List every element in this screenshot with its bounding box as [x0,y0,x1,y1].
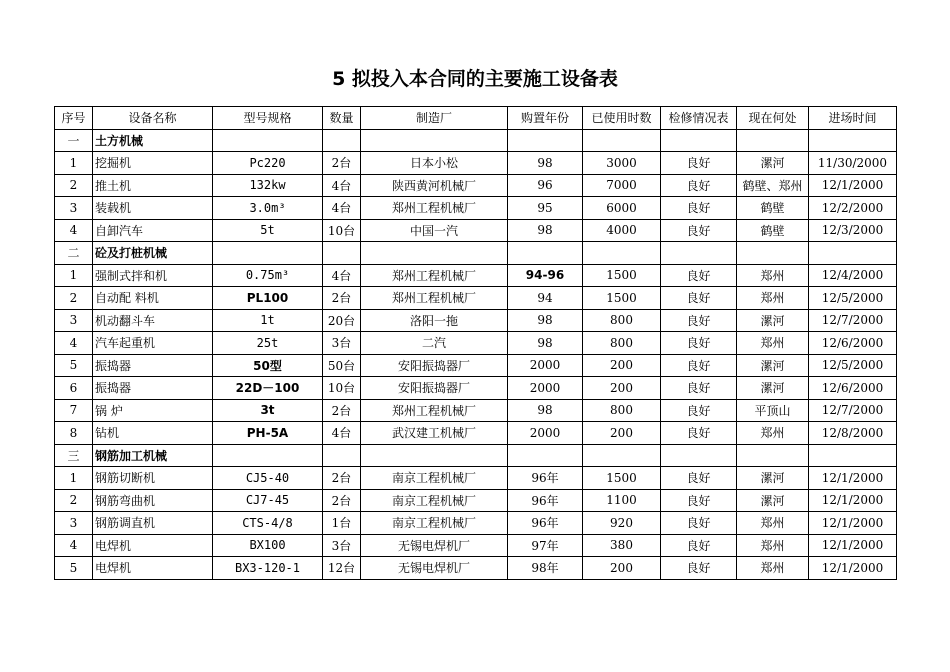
equipment-table [54,106,897,580]
cell-model: 0.75m³ [213,264,323,287]
cell-qty: 2台 [323,399,361,422]
table-row [55,309,897,332]
cell-model: 3.0m³ [213,197,323,220]
cell-location: 郑州 [737,332,809,355]
cell-maker: 中国一汽 [361,219,508,242]
cell-location: 漯河 [737,489,809,512]
cell-model: 3t [213,399,323,422]
header-maker: 制造厂 [361,107,508,130]
cell-location: 郑州 [737,264,809,287]
section-row [55,444,897,467]
cell-status: 良好 [661,174,737,197]
cell-year: 2000 [508,422,583,445]
cell-model: 22D－100 [213,377,323,400]
cell-hours: 800 [583,332,661,355]
section-number: 二 [55,242,93,265]
cell-hours: 800 [583,309,661,332]
cell-qty: 10台 [323,377,361,400]
empty-cell [809,242,897,265]
cell-model: CTS-4/8 [213,512,323,535]
cell-hours: 920 [583,512,661,535]
cell-qty: 3台 [323,332,361,355]
cell-qty: 20台 [323,309,361,332]
section-row [55,242,897,265]
cell-no: 3 [55,512,93,535]
empty-cell [583,444,661,467]
cell-date: 12/1/2000 [809,467,897,490]
cell-date: 12/1/2000 [809,534,897,557]
cell-year: 98 [508,332,583,355]
table-row [55,512,897,535]
cell-date: 12/1/2000 [809,512,897,535]
cell-maker: 郑州工程机械厂 [361,197,508,220]
header-no: 序号 [55,107,93,130]
cell-no: 2 [55,489,93,512]
cell-location: 漯河 [737,309,809,332]
section-row [55,129,897,152]
cell-no: 1 [55,264,93,287]
cell-date: 12/7/2000 [809,399,897,422]
header-hours: 已使用时数 [583,107,661,130]
cell-qty: 2台 [323,152,361,175]
cell-date: 12/6/2000 [809,377,897,400]
cell-model: 50型 [213,354,323,377]
cell-year: 96年 [508,467,583,490]
cell-no: 4 [55,332,93,355]
header-status: 检修情况表 [661,107,737,130]
cell-no: 4 [55,219,93,242]
cell-location: 漯河 [737,354,809,377]
cell-year: 98 [508,152,583,175]
cell-model: CJ5-40 [213,467,323,490]
cell-no: 4 [55,534,93,557]
cell-year: 2000 [508,354,583,377]
cell-year: 98 [508,399,583,422]
empty-cell [661,242,737,265]
cell-location: 郑州 [737,557,809,580]
cell-year: 98 [508,309,583,332]
cell-location: 漯河 [737,467,809,490]
cell-status: 良好 [661,287,737,310]
cell-hours: 3000 [583,152,661,175]
table-row [55,534,897,557]
cell-status: 良好 [661,264,737,287]
cell-status: 良好 [661,467,737,490]
cell-model: BX100 [213,534,323,557]
empty-cell [508,129,583,152]
cell-location: 鹤壁 [737,197,809,220]
cell-year: 94-96 [508,264,583,287]
cell-no: 2 [55,287,93,310]
table-row [55,197,897,220]
cell-name: 机动翻斗车 [93,309,213,332]
cell-model: BX3-120-1 [213,557,323,580]
cell-no: 2 [55,174,93,197]
cell-status: 良好 [661,354,737,377]
cell-no: 8 [55,422,93,445]
cell-status: 良好 [661,332,737,355]
cell-no: 5 [55,354,93,377]
cell-date: 12/7/2000 [809,309,897,332]
cell-status: 良好 [661,152,737,175]
cell-model: Pc220 [213,152,323,175]
empty-cell [809,444,897,467]
cell-year: 2000 [508,377,583,400]
empty-cell [213,242,323,265]
cell-maker: 日本小松 [361,152,508,175]
cell-hours: 6000 [583,197,661,220]
cell-maker: 郑州工程机械厂 [361,264,508,287]
cell-qty: 2台 [323,287,361,310]
cell-hours: 7000 [583,174,661,197]
cell-name: 电焊机 [93,534,213,557]
cell-no: 1 [55,467,93,490]
cell-maker: 南京工程机械厂 [361,512,508,535]
cell-no: 3 [55,309,93,332]
cell-status: 良好 [661,422,737,445]
cell-status: 良好 [661,512,737,535]
cell-date: 11/30/2000 [809,152,897,175]
cell-name: 钢筋切断机 [93,467,213,490]
empty-cell [361,242,508,265]
cell-qty: 4台 [323,422,361,445]
cell-date: 12/6/2000 [809,332,897,355]
empty-cell [737,242,809,265]
cell-hours: 380 [583,534,661,557]
cell-qty: 4台 [323,174,361,197]
cell-model: 25t [213,332,323,355]
empty-cell [583,129,661,152]
cell-status: 良好 [661,377,737,400]
cell-hours: 200 [583,377,661,400]
cell-status: 良好 [661,309,737,332]
cell-location: 郑州 [737,422,809,445]
table-row [55,489,897,512]
cell-name: 钢筋弯曲机 [93,489,213,512]
cell-status: 良好 [661,219,737,242]
empty-cell [809,129,897,152]
cell-qty: 12台 [323,557,361,580]
cell-status: 良好 [661,534,737,557]
cell-location: 郑州 [737,287,809,310]
cell-no: 3 [55,197,93,220]
cell-name: 锅 炉 [93,399,213,422]
cell-maker: 安阳振捣器厂 [361,354,508,377]
empty-cell [213,129,323,152]
table-row [55,467,897,490]
table-row [55,219,897,242]
cell-name: 强制式拌和机 [93,264,213,287]
cell-location: 鹤壁、郑州 [737,174,809,197]
page-title: 5 拟投入本合同的主要施工设备表 [332,68,618,90]
cell-date: 12/8/2000 [809,422,897,445]
cell-location: 平顶山 [737,399,809,422]
cell-year: 98年 [508,557,583,580]
header-model: 型号规格 [213,107,323,130]
cell-hours: 200 [583,557,661,580]
empty-cell [737,129,809,152]
table-row [55,264,897,287]
table-row [55,422,897,445]
cell-maker: 陕西黄河机械厂 [361,174,508,197]
cell-qty: 1台 [323,512,361,535]
cell-name: 汽车起重机 [93,332,213,355]
empty-cell [213,444,323,467]
empty-cell [508,242,583,265]
section-name: 砼及打桩机械 [93,242,213,265]
cell-name: 钢筋调直机 [93,512,213,535]
cell-year: 96年 [508,512,583,535]
cell-year: 96年 [508,489,583,512]
header-qty: 数量 [323,107,361,130]
cell-status: 良好 [661,399,737,422]
cell-qty: 10台 [323,219,361,242]
cell-maker: 无锡电焊机厂 [361,534,508,557]
cell-qty: 4台 [323,264,361,287]
cell-hours: 4000 [583,219,661,242]
cell-qty: 2台 [323,489,361,512]
cell-maker: 郑州工程机械厂 [361,399,508,422]
cell-date: 12/1/2000 [809,174,897,197]
section-name: 钢筋加工机械 [93,444,213,467]
cell-no: 1 [55,152,93,175]
cell-model: 5t [213,219,323,242]
header-date: 进场时间 [809,107,897,130]
cell-year: 94 [508,287,583,310]
cell-hours: 1500 [583,287,661,310]
cell-hours: 1100 [583,489,661,512]
cell-name: 装载机 [93,197,213,220]
cell-maker: 洛阳一拖 [361,309,508,332]
cell-status: 良好 [661,557,737,580]
cell-hours: 800 [583,399,661,422]
header-location: 现在何处 [737,107,809,130]
cell-maker: 安阳振捣器厂 [361,377,508,400]
cell-status: 良好 [661,197,737,220]
cell-qty: 2台 [323,467,361,490]
table-row [55,174,897,197]
cell-date: 12/5/2000 [809,287,897,310]
cell-qty: 50台 [323,354,361,377]
cell-maker: 二汽 [361,332,508,355]
cell-no: 5 [55,557,93,580]
cell-year: 97年 [508,534,583,557]
empty-cell [323,129,361,152]
cell-date: 12/3/2000 [809,219,897,242]
cell-qty: 3台 [323,534,361,557]
cell-model: 1t [213,309,323,332]
cell-model: CJ7-45 [213,489,323,512]
cell-maker: 武汉建工机械厂 [361,422,508,445]
empty-cell [361,444,508,467]
cell-year: 95 [508,197,583,220]
empty-cell [361,129,508,152]
cell-name: 振捣器 [93,354,213,377]
cell-model: PL100 [213,287,323,310]
cell-no: 7 [55,399,93,422]
cell-location: 郑州 [737,512,809,535]
cell-year: 96 [508,174,583,197]
cell-name: 振捣器 [93,377,213,400]
cell-model: PH-5A [213,422,323,445]
empty-cell [661,444,737,467]
cell-status: 良好 [661,489,737,512]
cell-name: 挖掘机 [93,152,213,175]
cell-date: 12/1/2000 [809,557,897,580]
table-row [55,399,897,422]
cell-maker: 南京工程机械厂 [361,467,508,490]
cell-name: 钻机 [93,422,213,445]
empty-cell [661,129,737,152]
section-name: 土方机械 [93,129,213,152]
empty-cell [583,242,661,265]
table-row [55,354,897,377]
table-row [55,557,897,580]
cell-location: 郑州 [737,534,809,557]
header-name: 设备名称 [93,107,213,130]
cell-location: 漯河 [737,152,809,175]
section-number: 三 [55,444,93,467]
cell-year: 98 [508,219,583,242]
cell-hours: 200 [583,422,661,445]
cell-hours: 200 [583,354,661,377]
cell-date: 12/4/2000 [809,264,897,287]
cell-maker: 郑州工程机械厂 [361,287,508,310]
cell-model: 132kw [213,174,323,197]
table-body [55,129,897,579]
empty-cell [508,444,583,467]
cell-date: 12/5/2000 [809,354,897,377]
cell-hours: 1500 [583,467,661,490]
cell-date: 12/1/2000 [809,489,897,512]
table-header-row [55,107,897,130]
table-row [55,287,897,310]
empty-cell [323,444,361,467]
table-row [55,332,897,355]
cell-location: 漯河 [737,377,809,400]
cell-maker: 无锡电焊机厂 [361,557,508,580]
cell-name: 电焊机 [93,557,213,580]
cell-name: 自动配 料机 [93,287,213,310]
empty-cell [737,444,809,467]
cell-date: 12/2/2000 [809,197,897,220]
cell-qty: 4台 [323,197,361,220]
table-row [55,152,897,175]
cell-name: 自卸汽车 [93,219,213,242]
header-year: 购置年份 [508,107,583,130]
cell-no: 6 [55,377,93,400]
empty-cell [323,242,361,265]
cell-maker: 南京工程机械厂 [361,489,508,512]
cell-name: 推土机 [93,174,213,197]
section-number: 一 [55,129,93,152]
table-row [55,377,897,400]
cell-hours: 1500 [583,264,661,287]
cell-location: 鹤壁 [737,219,809,242]
